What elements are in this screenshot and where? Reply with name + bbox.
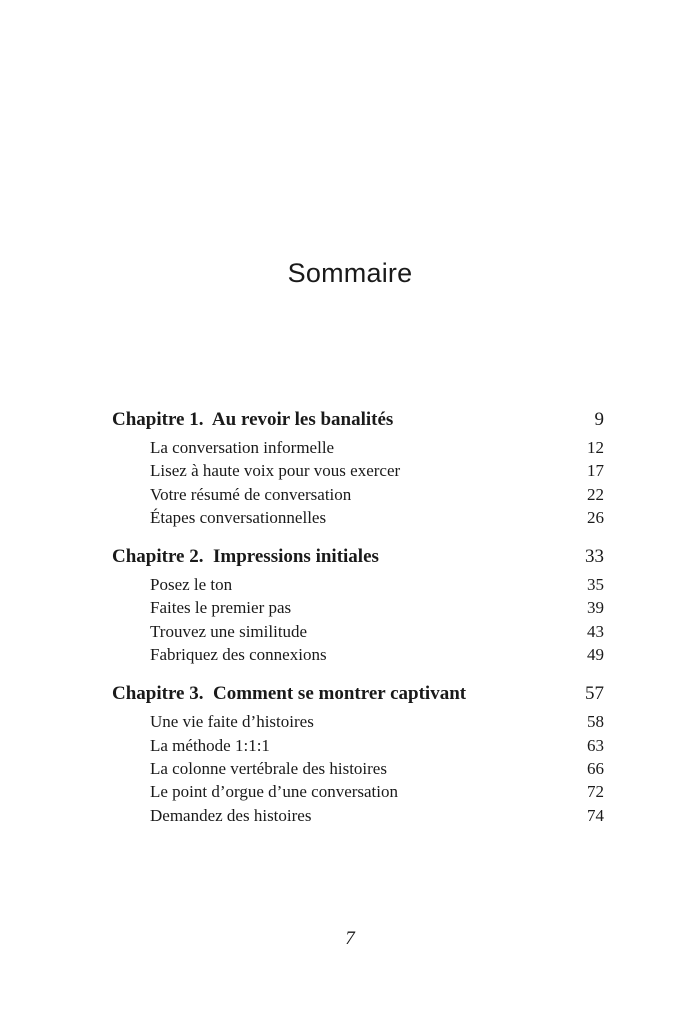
chapter-heading[interactable] <box>112 683 604 710</box>
section-entry[interactable] <box>112 506 604 529</box>
section-title: Posez le ton <box>150 575 233 595</box>
chapter-page-number: 33 <box>585 546 604 568</box>
section-title: La méthode 1:1:1 <box>150 735 270 755</box>
section-title: Une vie faite d’histoires <box>150 712 314 732</box>
section-entry[interactable] <box>112 620 604 643</box>
page-title: Sommaire <box>287 258 413 288</box>
chapter-heading[interactable] <box>112 546 604 573</box>
section-page-number: 66 <box>587 758 604 778</box>
section-page-number: 43 <box>587 621 604 641</box>
section-entry[interactable] <box>112 596 604 619</box>
chapter-1 <box>112 409 604 529</box>
section-title: Faites le premier pas <box>150 598 292 618</box>
section-entry[interactable] <box>112 643 604 666</box>
chapter-page-number: 9 <box>594 409 604 430</box>
section-page-number: 26 <box>587 507 604 527</box>
chapter-page-number: 57 <box>585 683 604 705</box>
section-entry[interactable] <box>112 573 604 596</box>
chapter-heading[interactable] <box>112 409 604 436</box>
section-entry[interactable] <box>112 804 604 827</box>
section-title: Votre résumé de conversation <box>150 484 352 504</box>
chapter-2 <box>112 546 604 666</box>
chapter-title: Chapitre 3. Comment se montrer captivant <box>112 683 467 705</box>
section-page-number: 49 <box>587 645 604 665</box>
section-entry[interactable] <box>112 436 604 459</box>
section-entry[interactable] <box>112 459 604 482</box>
section-page-number: 22 <box>587 484 604 504</box>
section-title: Trouvez une similitude <box>150 621 308 641</box>
section-page-number: 58 <box>587 712 604 732</box>
chapter-title: Chapitre 2. Impressions initiales <box>112 546 379 568</box>
chapter-3 <box>112 683 604 826</box>
section-title: Le point d’orgue d’une conversation <box>150 782 399 802</box>
section-page-number: 17 <box>587 461 604 481</box>
section-entry[interactable] <box>112 483 604 506</box>
table-of-contents <box>112 409 604 844</box>
section-page-number: 72 <box>587 782 604 802</box>
chapter-title: Chapitre 1. Au revoir les banalités <box>112 409 394 430</box>
section-page-number: 35 <box>587 575 604 595</box>
section-page-number: 39 <box>587 598 604 618</box>
section-title: Demandez des histoires <box>150 805 312 825</box>
section-title: La conversation informelle <box>150 438 335 457</box>
section-page-number: 63 <box>587 735 604 755</box>
page-number: 7 <box>345 928 355 949</box>
section-title: Fabriquez des connexions <box>150 645 327 665</box>
section-title: Lisez à haute voix pour vous exercer <box>150 461 401 481</box>
section-page-number: 74 <box>587 805 604 825</box>
section-entry[interactable] <box>112 734 604 757</box>
section-title: La colonne vertébrale des histoires <box>150 758 387 778</box>
section-entry[interactable] <box>112 710 604 733</box>
section-entry[interactable] <box>112 757 604 780</box>
section-page-number: 12 <box>587 438 604 457</box>
section-title: Étapes conversationnelles <box>150 507 327 527</box>
section-entry[interactable] <box>112 780 604 803</box>
